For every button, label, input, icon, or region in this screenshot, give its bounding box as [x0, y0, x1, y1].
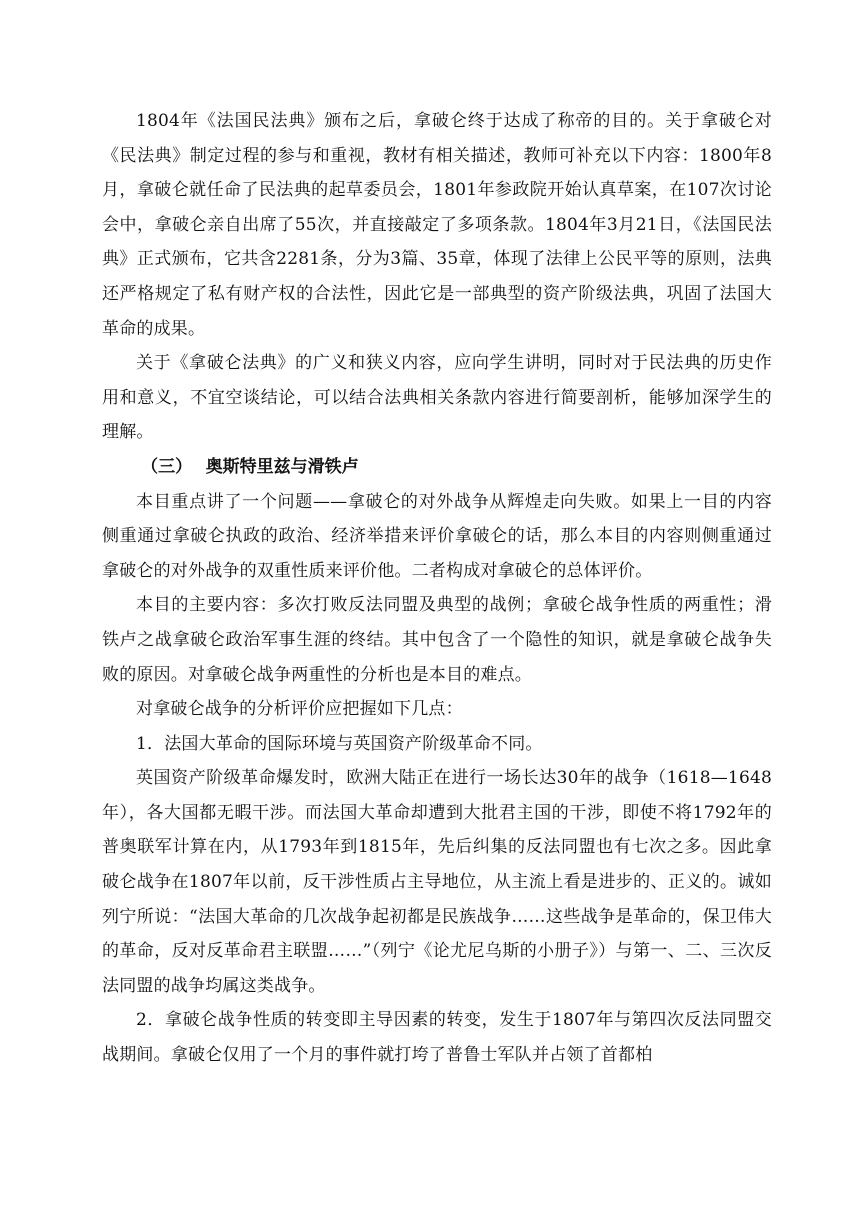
- paragraph-english-revolution: 英国资产阶级革命爆发时，欧洲大陆正在进行一场长达30年的战争（1618—1648年），各大国都无暇干涉。而法国大革命却遭到大批君主国的干涉，即使不将1792年的普奥联军计算在内，从1793年到1815年，先后纠集的反法同盟也有七次之多。因此拿破仑战争在1807年以前，反干涉性质占主导地位，从主流上看是进步的、正义的。诚如列宁所说：“法国大革命的几次战争起初都是民族战争……这些战争是革命的，保卫伟大的革命，反对反革命君主联盟……”（列宁《论尤尼乌斯的小册子》）与第一、二、三次反法同盟的战争均属这类战争。: [102, 768, 772, 996]
- paragraph-code-scope: 关于《拿破仑法典》的广义和狭义内容，应向学生讲明，同时对于民法典的历史作用和意义，不宜空谈结论，可以结合法典相关条款内容进行简要剖析，能够加深学生的理解。: [102, 353, 772, 443]
- paragraph-main-content: 本目的主要内容：多次打败反法同盟及典型的战例；拿破仑战争性质的两重性；滑铁卢之战拿破仑政治军事生涯的终结。其中包含了一个隐性的知识，就是拿破仑战争失败的原因。对拿破仑战争两重性的分析也是本目的难点。: [102, 595, 772, 685]
- list-item-1: 1．法国大革命的国际环境与英国资产阶级革命不同。: [136, 733, 543, 754]
- document-page: [102, 104, 772, 1073]
- section-heading-title: 奥斯特里兹与滑铁卢: [205, 456, 359, 477]
- section-heading-number: （三）: [141, 456, 193, 477]
- list-item-2: 2．拿破仑战争性质的转变即主导因素的转变，发生于1807年与第四次反法同盟交战期间。拿破仑仅用了一个月的事件就打垮了普鲁士军队并占领了首都柏: [102, 1010, 772, 1066]
- paragraph-civil-code: 1804年《法国民法典》颁布之后，拿破仑终于达成了称帝的目的。关于拿破仑对《民法典》制定过程的参与和重视，教材有相关描述，教师可补充以下内容：1800年8月，拿破仑就任命了民法典的起草委员会，1801年参政院开始认真草案，在107次讨论会中，拿破仑亲自出席了55次，并直接敲定了多项条款。1804年3月21日，《法国民法典》正式颁布，它共含2281条，分为3篇、35章，体现了法律上公民平等的原则，法典还严格规定了私有财产权的合法性，因此它是一部典型的资产阶级法典，巩固了法国大革命的成果。: [102, 111, 772, 339]
- paragraph-evaluation-intro: 对拿破仑战争的分析评价应把握如下几点：: [136, 699, 463, 720]
- paragraph-focus: 本目重点讲了一个问题——拿破仑的对外战争从辉煌走向失败。如果上一目的内容侧重通过拿破仑执政的政治、经济举措来评价拿破仑的话，那么本目的内容则侧重通过拿破仑的对外战争的双重性质来评价他。二者构成对拿破仑的总体评价。: [102, 491, 772, 581]
- section-heading: [102, 450, 772, 485]
